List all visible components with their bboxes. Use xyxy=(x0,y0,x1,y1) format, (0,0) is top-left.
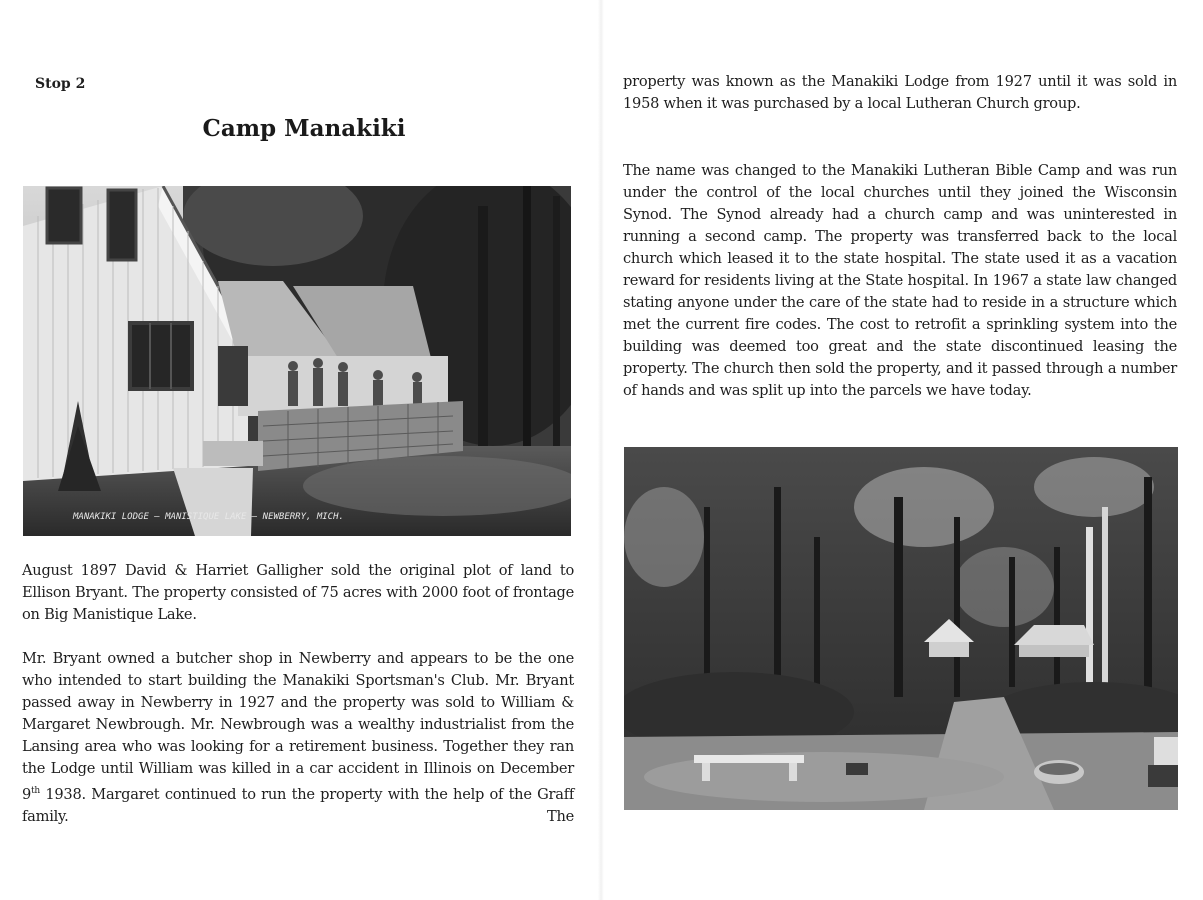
lakeshore-photo xyxy=(624,447,1178,810)
paragraph-bible-camp: The name was changed to the Manakiki Lutheran Bible Camp and was run under the control of the local churches until they joined the Wisconsin Synod. The Synod already had a church camp and was uninterested in running a second camp. The property was transferred back to the local church which leased it to the state hospital. The state used it as a vacation reward for residents living at the State hospital. In 1967 a state law changed stating anyone under the care of the state had to reside in a structure which met the current fire codes. The cost to retrofit a sprinkling system into the building was deemed too great and the state discontinued leasing the property. The church then sold the property, and it passed through a number of hands and was split up into the parcels we have today. xyxy=(623,162,1177,399)
paragraph-text: 1938. Margaret continued to run the property with the help of the Graff family. The xyxy=(22,785,574,825)
paragraph-text: Mr. Bryant owned a butcher shop in Newberry and appears to be the one who intended to start building the Manakiki Sportsman's Club. Mr. Bryant passed away in Newberry in 1927 and the property was sold to William & Margaret Newbrough. Mr. Newbrough was a wealthy industrialist from the Lansing area who was looking for a retirement business. Together they ran the Lodge until William was killed in a car accident in Illinois on December 9 xyxy=(22,650,574,803)
paragraph-land-sale: August 1897 David & Harriet Galligher sold the original plot of land to Ellison Bryant. The property consisted of 75 acres with 2000 foot of frontage on Big Manistique Lake. xyxy=(22,562,574,623)
stop-label: Stop 2 xyxy=(35,76,86,92)
ordinal-superscript: th xyxy=(31,786,40,796)
paragraph-lodge-years: property was known as the Manakiki Lodge from 1927 until it was sold in 1958 when it was purchased by a local Lutheran Church group. xyxy=(623,73,1177,112)
page-title: Camp Manakiki xyxy=(202,115,406,142)
photo-caption: MANAKIKI LODGE — MANISTIQUE LAKE — NEWBERRY, MICH. xyxy=(73,512,344,522)
